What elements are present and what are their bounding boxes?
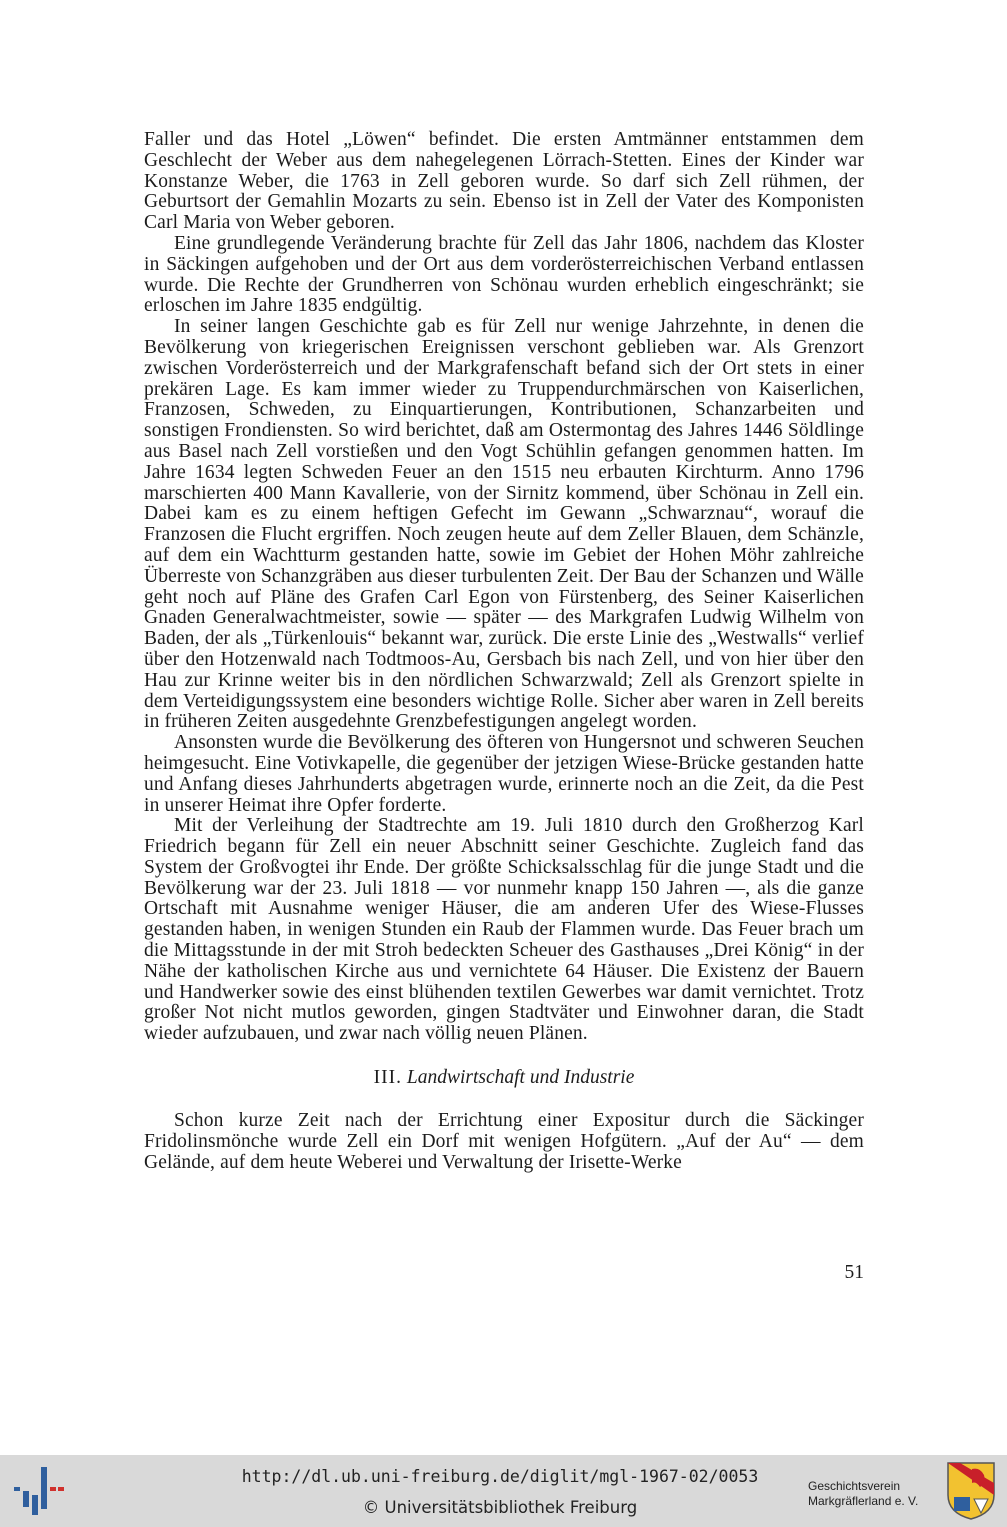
paragraph: Mit der Verleihung der Stadtrechte am 19. Juli 1810 durch den Großherzog Karl Friedrich begann für Zell ein neuer Abschnitt seiner Geschichte. Zugleich fand das System der Großvogtei ihr Ende. Der größte Schicksalsschlag für die junge Stadt und die Bevölkerung war der 23. Juli 1818 — vor nunmehr knapp 150 Jahren —, als die ganze Ortschaft mit Ausnahme weniger Häuser, die am anderen Ufer des Wiese-Flusses gestanden haben, in wenigen Stunden ein Raub der Flammen wurde. Das Feuer brach um die Mittagsstunde in der mit Stroh bedeckten Scheuer des Gasthauses „Drei König“ in der Nähe der katholischen Kirche aus und vernichtete 64 Häuser. Die Existenz der Bauern und Handwerker sowie des einst blühenden textilen Gewerbes war damit vernichtet. Trotz großer Not nicht mutlos geworden, gingen Stadtväter und Einwohner daran, die Stadt wieder aufzubauen, und zwar nach völlig neuen Plänen.: [144, 815, 864, 1045]
section-heading: [144, 1067, 864, 1089]
page-text: [144, 130, 864, 1173]
paragraph: Schon kurze Zeit nach der Errichtung einer Expositur durch die Säckinger Fridolinsmönche wurde Zell ein Dorf mit wenigen Hofgütern. „Auf der Au“ — dem Gelände, auf dem heute Weberei und Verwaltung der Irisette-Werke: [144, 1110, 864, 1173]
society-line: Geschichtsverein: [808, 1479, 901, 1493]
section-number: III.: [373, 1067, 402, 1089]
paragraph: Eine grundlegende Veränderung brachte für Zell das Jahr 1806, nachdem das Kloster in Säckingen aufgehoben und der Ort aus dem vorderösterreichischen Verband entlassen wurde. Die Rechte der Grundherren von Schönau wurden erheblich eingeschränkt; sie erloschen im Jahre 1835 endgültig.: [144, 232, 864, 317]
page-number: 51: [844, 1262, 864, 1283]
ub-freiburg-logo-icon[interactable]: [14, 1467, 64, 1515]
paragraph: In seiner langen Geschichte gab es für Zell nur wenige Jahrzehnte, in denen die Bevölkerung von kriegerischen Ereignissen verschont geblieben war. Als Grenzort zwischen Vorderösterreich und der Markgrafenschaft befand sich der Ort stets in einer prekären Lage. Es kam immer wieder zu Truppendurchmärschen von Kaiserlichen, Franzosen, Schweden, zu Einquartierungen, Kontributionen, Schanzarbeiten und sonstigen Frondiensten. So wird berichtet, daß am Ostermontag des Jahres 1446 Söldlinge aus Basel nach Zell vorstießen und den Vogt Schühlin gefangen genommen hatten. Im Jahre 1634 legten Schweden Feuer an den 1515 neu erbauten Kirchturm. Anno 1796 marschierten 400 Mann Kavallerie, von der Sirnitz kommend, über Schönau in Zell ein. Dabei kam es zu einem heftigen Gefecht im Gewann „Schwarznau“, worauf die Franzosen die Flucht ergriffen. Noch zeugen heute auf dem Zeller Blauen, dem Schänzle, auf dem ein Wachtturm gestanden hatte, sowie im Gebiet der Hohen Möhr zahlreiche Überreste von Schanzgräben aus dieser turbulenten Zeit. Der Bau der Schanzen und Wälle geht noch auf Pläne des Grafen Carl Egon von Fürstenberg, des Seiner Kaiserlichen Gnaden Generalwachtmeister, sowie — später — des Markgrafen Ludwig Wilhelm von Baden, der als „Türkenlouis“ bekannt war, zurück. Die erste Linie des „Westwalls“ verlief über den Hotzenwald nach Todtmoos-Au, Gersbach bis nach Zell, und von hier über den Hau zur Krinne weiter bis in den nördlichen Schwarzwald; Zell als Grenzort spielte in dem Verteidigungssystem eine besonders wichtige Rolle. Sicher aber waren in Zell bereits in früheren Zeiten ausgedehnte Grenzbefestigungen angelegt worden.: [144, 316, 864, 733]
society-line: Markgräflerland e. V.: [808, 1494, 919, 1508]
paragraph: Ansonsten wurde die Bevölkerung des öfteren von Hungersnot und schweren Seuchen heimgesucht. Eine Votivkapelle, die gegenüber der jetzigen Wiese-Brücke gestanden hatte und Anfang dieses Jahrhunderts abgetragen wurde, erinnerte noch an die Zeit, da die Pest in unserer Heimat ihre Opfer forderte.: [144, 732, 864, 816]
markgraeflerland-crest-icon[interactable]: [946, 1461, 996, 1521]
copyright-notice: © Universitätsbibliothek Freiburg: [362, 1498, 638, 1517]
section-title: Landwirtschaft und Industrie: [406, 1067, 635, 1089]
footer-bar: [0, 1455, 1007, 1527]
paragraph: Faller und das Hotel „Löwen“ befindet. Die ersten Amtmänner entstammen dem Geschlecht der Weber aus dem nahegelegenen Lörrach-Stetten. Eines der Kinder war Konstanze Weber, die 1763 in Zell geboren wurde. So darf sich Zell rühmen, der Geburtsort der Gemahlin Mozarts zu sein. Ebenso ist in Zell der Vater des Komponisten Carl Maria von Weber geboren.: [144, 129, 864, 234]
document-url-link[interactable]: http://dl.ub.uni-freiburg.de/diglit/mgl-1967-02/0053: [241, 1467, 759, 1486]
society-name: [808, 1479, 944, 1509]
